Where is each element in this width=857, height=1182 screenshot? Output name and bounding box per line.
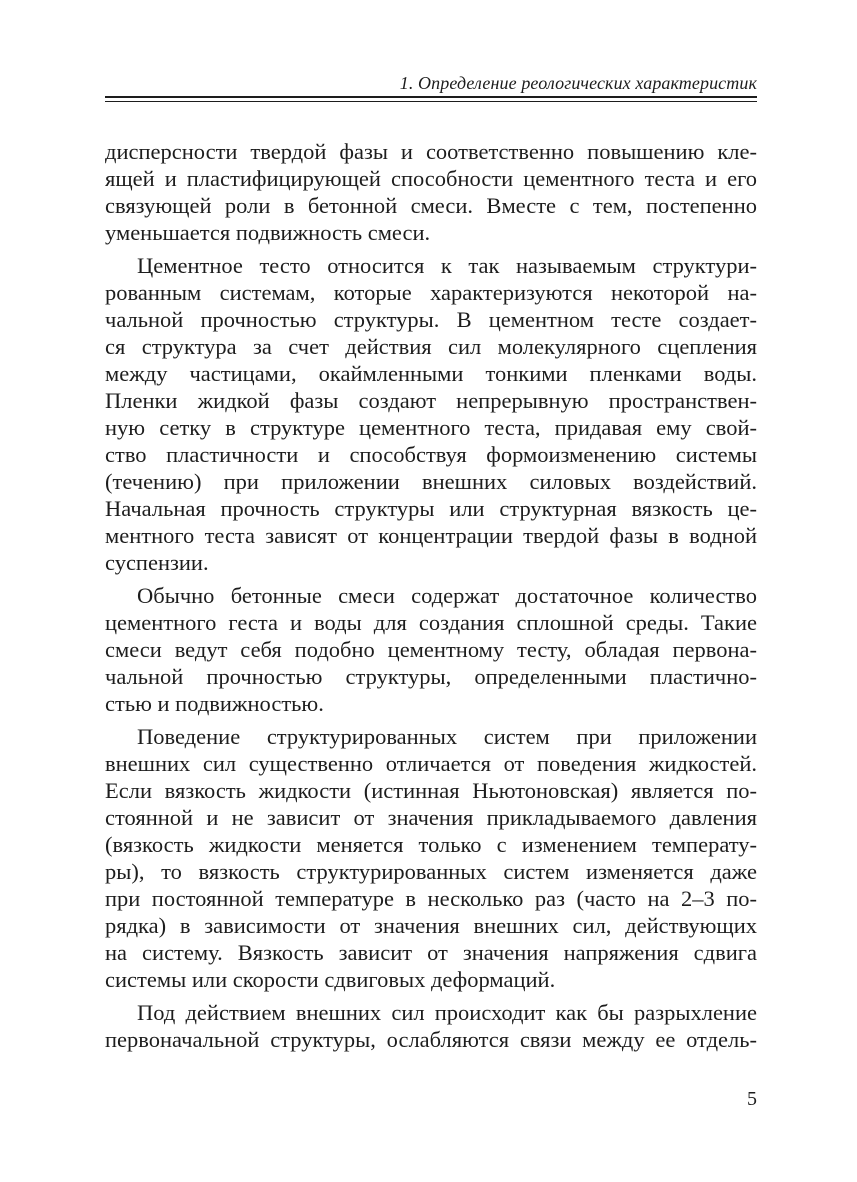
text-line: ную сетку в структуре цементного теста, придавая ему свой- [105,415,757,440]
text-line: суспензии. [105,550,209,575]
text-line: дисперсности твердой фазы и соответственно повышению кле- [105,139,757,164]
text-line: чальной прочностью структуры. В цементном тесте создает- [105,307,757,332]
paragraph [105,138,757,246]
text-line: Под действием внешних сил происходит как бы разрыхление [137,1000,757,1025]
text-line: (течению) при приложении внешних силовых воздействий. [105,469,757,494]
running-head: 1. Определение реологических характеристик [399,73,757,93]
body-text [105,138,757,1053]
text-line: (вязкость жидкости меняется только с изменением температу- [105,832,757,857]
text-line: Поведение структурированных систем при приложении [137,724,757,749]
text-line: уменьшается подвижность смеси. [105,220,431,245]
text-line: на систему. Вязкость зависит от значения напряжения сдвига [105,940,757,965]
text-line: ство пластичности и способствуя формоизменению системы [105,442,757,467]
paragraph [105,999,757,1053]
text-line: рованным системам, которые характеризуются некоторой на- [105,280,757,305]
text-line: Пленки жидкой фазы создают непрерывную пространствен- [105,388,757,413]
text-line: между частицами, окаймленными тонкими пленками воды. [105,361,757,386]
text-line: связующей роли в бетонной смеси. Вместе с тем, постепенно [105,193,757,218]
header-rule-thin [105,101,757,102]
text-line: первоначальной структуры, ослабляются связи между ее отдель- [105,1027,757,1052]
text-line: стоянной и не зависит от значения прикладываемого давления [105,805,757,830]
text-line: Начальная прочность структуры или структурная вязкость це- [105,496,757,521]
text-line: ящей и пластифицирующей способности цементного теста и его [105,166,757,191]
text-line: Обычно бетонные смеси содержат достаточное количество [137,583,757,608]
text-line: стью и подвижностью. [105,691,324,716]
text-line: при постоянной температуре в несколько раз (часто на 2–3 по- [105,886,757,911]
paragraph [105,582,757,717]
text-line: Если вязкость жидкости (истинная Ньютоновская) является по- [105,778,757,803]
text-line: ры), то вязкость структурированных систем изменяется даже [105,859,757,884]
text-line: чальной прочностью структуры, определенными пластично- [105,664,757,689]
paragraph [105,252,757,576]
page-number: 5 [747,1088,757,1110]
header-rule-thick [105,96,757,98]
text-line: ся структура за счет действия сил молекулярного сцепления [105,334,757,359]
text-line: внешних сил существенно отличается от поведения жидкостей. [105,751,757,776]
text-line: ментного теста зависят от концентрации твердой фазы в водной [105,523,757,548]
text-line: рядка) в зависимости от значения внешних сил, действующих [105,913,757,938]
text-line: системы или скорости сдвиговых деформаций. [105,967,556,992]
text-line: смеси ведут себя подобно цементному тесту, обладая первона- [105,637,757,662]
paragraph [105,723,757,993]
text-line: цементного геста и воды для создания сплошной среды. Такие [105,610,757,635]
text-line: Цементное тесто относится к так называемым структури- [137,253,757,278]
